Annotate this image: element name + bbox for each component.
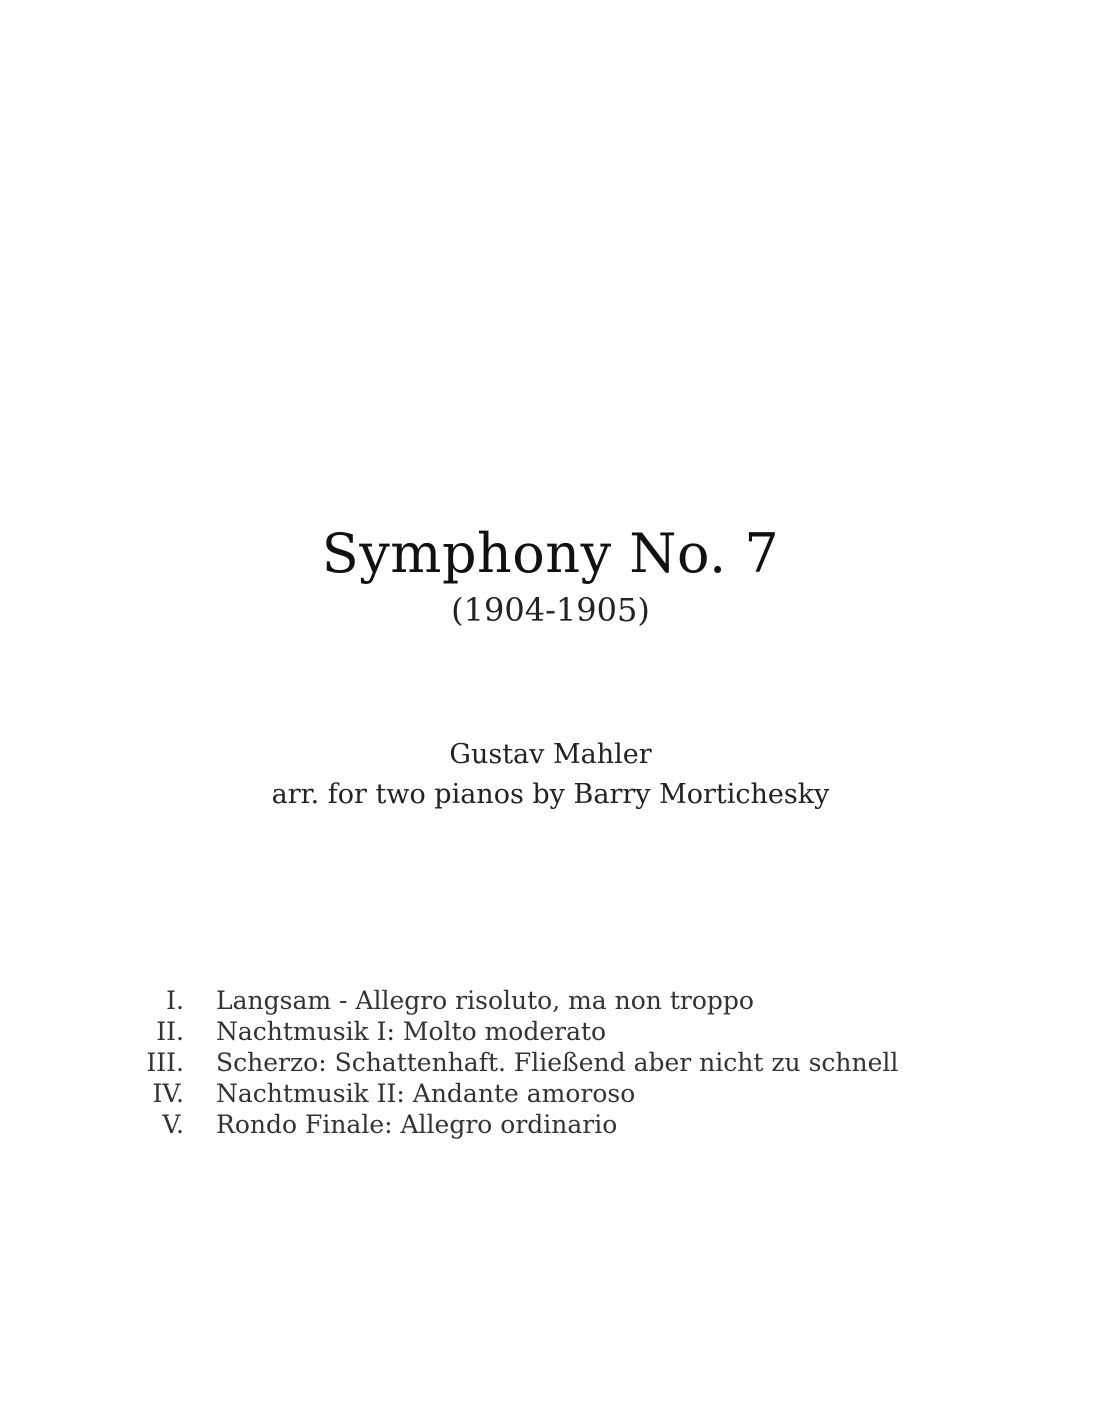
movement-numeral: V.	[162, 1110, 184, 1139]
movement-item	[120, 1016, 1020, 1047]
composition-dates: (1904-1905)	[451, 591, 650, 629]
movement-name: Langsam - Allegro risoluto, ma non troppo	[216, 986, 754, 1015]
movement-numeral: II.	[156, 1017, 184, 1046]
movement-item	[120, 1047, 1020, 1078]
movement-name: Rondo Finale: Allegro ordinario	[216, 1110, 618, 1139]
movement-item	[120, 985, 1020, 1016]
movement-item	[120, 1078, 1020, 1109]
movement-name: Nachtmusik II: Andante amoroso	[216, 1079, 636, 1108]
composer-name: Gustav Mahler	[449, 739, 652, 770]
movement-numeral: I.	[166, 986, 184, 1015]
arranger-credit: arr. for two pianos by Barry Mortichesky	[271, 779, 830, 810]
movement-list	[120, 985, 1020, 1140]
movement-name: Scherzo: Schattenhaft. Fließend aber nicht zu schnell	[216, 1048, 899, 1077]
page-title: Symphony No. 7	[321, 522, 780, 585]
movement-item	[120, 1109, 1020, 1140]
credit-block	[0, 735, 1101, 815]
movement-numeral: III.	[146, 1048, 184, 1077]
title-block	[0, 518, 1101, 632]
movement-name: Nachtmusik I: Molto moderato	[216, 1017, 607, 1046]
movement-numeral: IV.	[152, 1079, 184, 1108]
